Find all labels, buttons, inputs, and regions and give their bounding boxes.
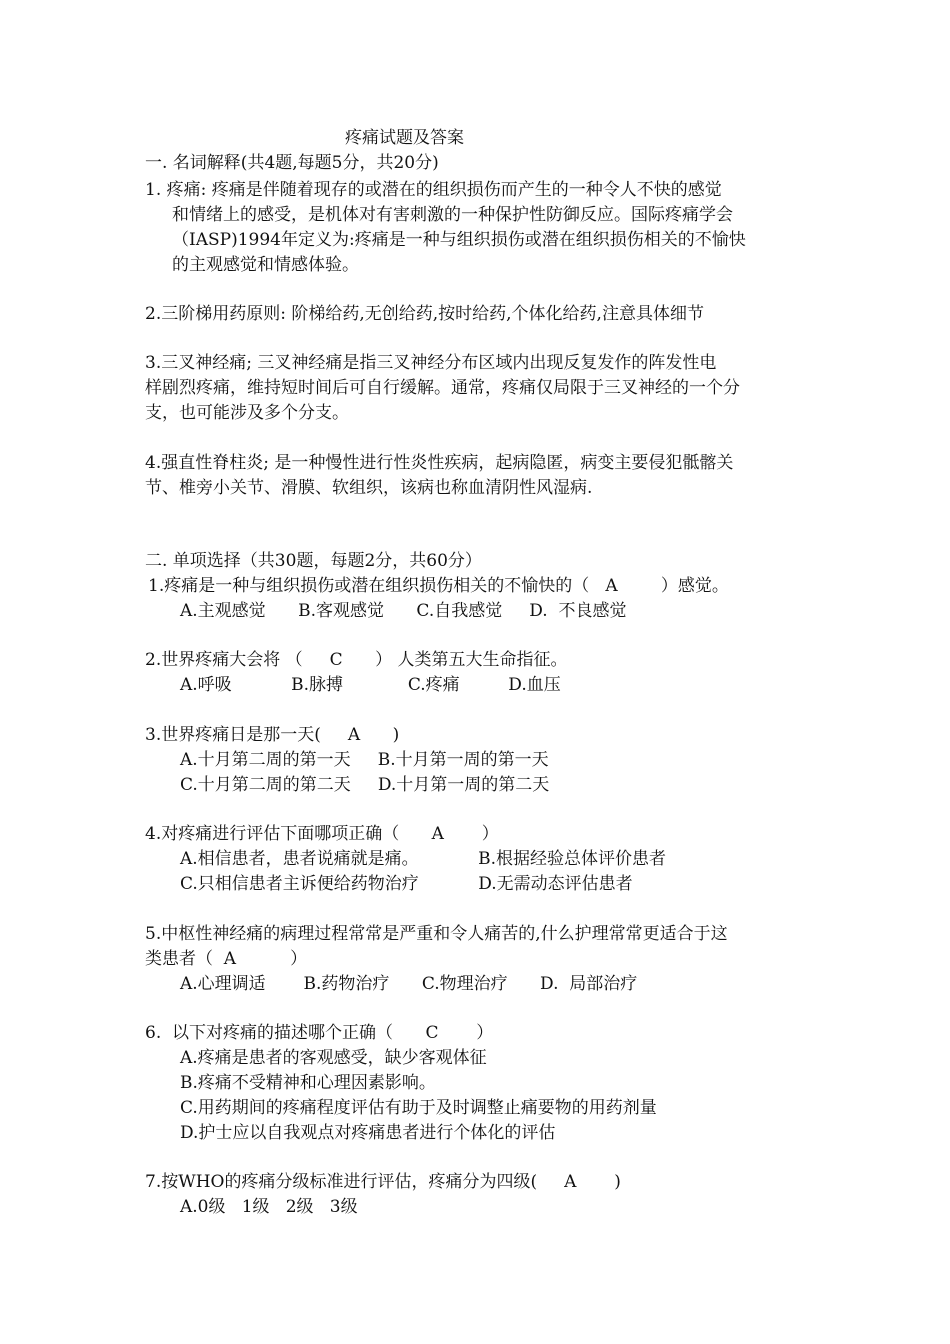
question-3-options-line-1: A.十月第二周的第一天 B.十月第一周的第一天 [180,750,549,770]
question-6-option-b: B.疼痛不受精神和心理因素影响。 [180,1073,436,1093]
section2-heading: 二. 单项选择（共30题，每题2分，共60分） [145,551,482,571]
question-7-options: A.0级 1级 2级 3级 [180,1197,358,1217]
definition-3-line-2: 样剧烈疼痛，维持短时间后可自行缓解。通常，疼痛仅局限于三叉神经的一个分 [145,378,740,398]
question-4-stem: 4.对疼痛进行评估下面哪项正确（ A ） [145,824,499,844]
question-5-options: A.心理调适 B.药物治疗 C.物理治疗 D. 局部治疗 [180,974,638,994]
definition-1-line-1: 1. 疼痛: 疼痛是伴随着现存的或潜在的组织损伤而产生的一种令人不快的感觉 [145,180,722,200]
question-6-stem: 6. 以下对疼痛的描述哪个正确（ C ） [145,1023,494,1043]
question-4-options-line-1: A.相信患者，患者说痛就是痛。 B.根据经验总体评价患者 [180,849,667,869]
definition-1-line-2: 和情绪上的感受，是机体对有害刺激的一种保护性防御反应。国际疼痛学会 [172,205,733,225]
question-5-stem-line-2: 类患者（ A ） [145,949,308,969]
definition-1-line-4: 的主观感觉和情感体验。 [172,255,359,275]
question-6-option-d: D.护士应以自我观点对疼痛患者进行个体化的评估 [180,1123,556,1143]
definition-2: 2.三阶梯用药原则: 阶梯给药,无创给药,按时给药,个体化给药,注意具体细节 [145,304,704,324]
definition-1-line-3: （IASP)1994年定义为:疼痛是一种与组织损伤或潜在组织损伤相关的不愉快 [172,230,746,250]
definition-4-line-1: 4.强直性脊柱炎; 是一种慢性进行性炎性疾病，起病隐匿，病变主要侵犯骶髂关 [145,453,734,473]
page-title: 疼痛试题及答案 [345,128,464,148]
question-4-options-line-2: C.只相信患者主诉便给药物治疗 D.无需动态评估患者 [180,874,633,894]
question-6-option-c: C.用药期间的疼痛程度评估有助于及时调整止痛要物的用药剂量 [180,1098,657,1118]
question-5-stem-line-1: 5.中枢性神经痛的病理过程常常是严重和令人痛苦的,什么护理常常更适合于这 [145,924,728,944]
definition-3-line-3: 支，也可能涉及多个分支。 [145,403,349,423]
question-1-options: A.主观感觉 B.客观感觉 C.自我感觉 D. 不良感觉 [180,601,627,621]
question-2-options: A.呼吸 B.脉搏 C.疼痛 D.血压 [180,675,561,695]
question-1-stem: 1.疼痛是一种与组织损伤或潜在组织损伤相关的不愉快的（ A ）感觉。 [148,576,729,596]
definition-4-line-2: 节、椎旁小关节、滑膜、软组织，该病也称血清阴性风湿病. [145,478,593,498]
question-7-stem: 7.按WHO的疼痛分级标准进行评估，疼痛分为四级( A ) [145,1172,621,1192]
question-6-option-a: A.疼痛是患者的客观感受，缺少客观体征 [180,1048,487,1068]
question-3-options-line-2: C.十月第二周的第二天 D.十月第一周的第二天 [180,775,550,795]
definition-3-line-1: 3.三叉神经痛; 三叉神经痛是指三叉神经分布区域内出现反复发作的阵发性电 [145,353,717,373]
question-2-stem: 2.世界疼痛大会将 （ C ） 人类第五大生命指征。 [145,650,568,670]
section1-heading: 一. 名词解释(共4题,每题5分，共20分) [145,153,439,173]
question-3-stem: 3.世界疼痛日是那一天( A ) [145,725,400,745]
